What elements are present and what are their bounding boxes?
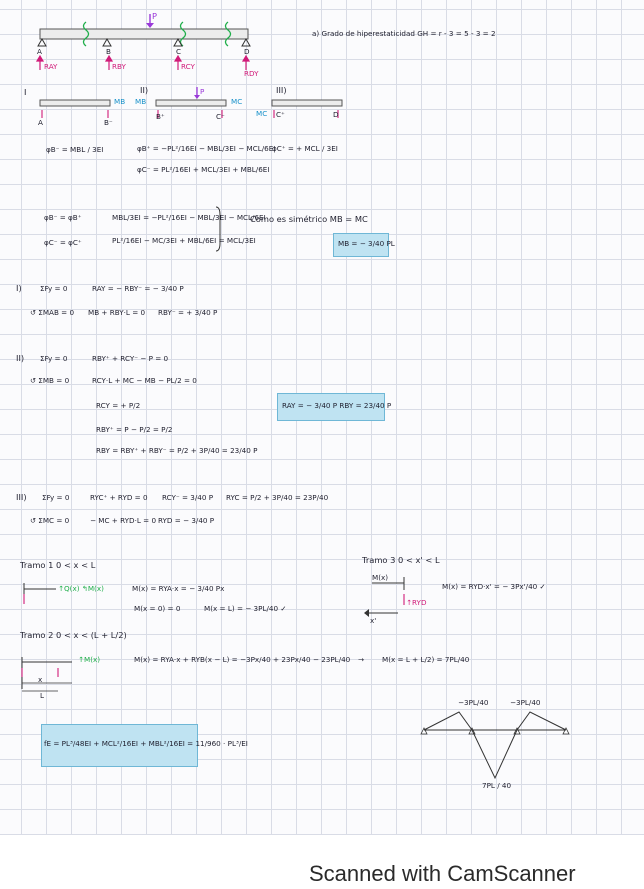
part1-eq-label: I) [16,283,22,293]
part2-c: C⁻ [216,112,225,121]
phi-c-minus: φC⁻ = PL²/16EI + MCL/3EI + MBL/6EI [137,165,270,174]
part3-fy: ΣFy = 0 [42,493,70,502]
part3-moment: MC [256,109,268,118]
tramo2-arrow: → [358,655,365,664]
support-b [103,39,111,46]
tramo2-title: Tramo 2 0 < x < (L + L/2) [20,630,127,640]
tramo2-x: x [38,675,43,684]
reaction-label-a: RAY [44,62,58,71]
part2-rby-plus: RBY⁺ = P − P/2 = P/2 [96,425,173,434]
support-label-d: D [244,47,250,56]
main-beam [40,29,248,39]
part2-fy-eq: RBY⁺ + RCY⁻ − P = 0 [92,354,169,363]
part3-mom: ↺ ΣMC = 0 [30,516,70,525]
beam-part-1 [40,100,110,106]
tramo3-title: Tramo 3 0 < x' < L [362,555,440,565]
part-label-3: III) [276,85,287,95]
part1-moment: MB [114,97,126,106]
part3-rcy: RCY⁻ = 3/40 P [162,493,214,502]
part2-mom-eq: RCY·L + MC − MB − PL/2 = 0 [92,376,197,385]
part1-rby: RBY⁻ = + 3/40 P [158,308,218,317]
phi-b-plus: φB⁺ = −PL²/16EI − MBL/3EI − MCL/6EI [137,144,276,153]
phi-c-plus: φC⁺ = + MCL / 3EI [272,144,338,153]
part3-fy-eq: RYC⁺ + RYD = 0 [90,493,148,502]
tramo3-mlabel: M(x) [372,573,389,582]
support-label-b: B [106,47,111,56]
support-d [242,39,250,46]
tramo3-moment: M(x) = RYD·x' = − 3Px'/40 ✓ [442,582,546,591]
beam-part-2 [156,100,226,106]
part1-mom-eq: MB + RBY·L = 0 [88,308,146,317]
load-label: P [152,11,158,21]
tramo2-moment: M(x) = RYA·x + RYB(x − L) = −3Px/40 + 23Px/40 − 23PL/40 [134,655,351,664]
compat-eq1-left: φB⁻ = φB⁺ [44,213,82,222]
support-label-a: A [37,47,42,56]
part3-c: C⁺ [276,110,285,119]
part2-eq-label: II) [16,353,25,363]
part3-mom-eq: − MC + RYD·L = 0 [90,516,157,525]
diagram-label-right: −3PL/40 [510,698,541,707]
tramo3-rlabel: ↑RYD [406,598,427,607]
reaction-label-d: RDY [244,69,259,78]
symmetric-note: Como es simétrico MB = MC [250,214,368,224]
compat-eq1: MBL/3EI = −PL²/16EI − MBL/3EI − MCL/6EI [112,213,266,222]
compat-eq2: PL²/16EI − MC/3EI + MBL/6EI = MCL/3EI [112,236,256,245]
scanner-watermark: Scanned with CamScanner [309,861,576,886]
part2-moment-b: MB [135,97,147,106]
part2-rby: RBY = RBY⁺ + RBY⁻ = P/2 + 3P/40 = 23/40 P [96,446,258,455]
tramo1-title: Tramo 1 0 < x < L [20,560,96,570]
part3-d: D [333,110,339,119]
support-label-c: C [176,47,182,56]
tramo2-result: M(x = L + L/2) = 7PL/40 [382,655,470,664]
part1-mom: ↺ ΣMAB = 0 [30,308,75,317]
reaction-label-c: RCY [181,62,195,71]
part2-fy: ΣFy = 0 [40,354,68,363]
phi-b-minus: φB⁻ = MBL / 3EI [46,145,104,154]
part1-ray: RAY = − RBY⁻ = − 3/40 P [92,284,184,293]
diagram-label-left: −3PL/40 [458,698,489,707]
part3-ryd: RYD = − 3/40 P [158,516,215,525]
tramo1-mL: M(x = L) = − 3PL/40 ✓ [204,604,287,613]
part2-mom: ↺ ΣMB = 0 [30,376,70,385]
compat-eq2-left: φC⁻ = φC⁺ [44,238,82,247]
moment-diagram-curve [424,712,566,778]
beam-part-3 [272,100,342,106]
tramo1-moment: M(x) = RYA·x = − 3/40 Px [132,584,225,593]
reaction-label-b: RBY [112,62,126,71]
tramo2-mlabel: ↑M(x) [78,655,101,664]
part1-fy: ΣFy = 0 [40,284,68,293]
diagram-label-bottom: 7PL / 40 [482,781,512,790]
reactions-result: RAY = − 3/40 P RBY = 23/40 P [282,401,392,410]
part1-b: B⁻ [104,118,113,127]
part2-b: B⁺ [156,112,165,121]
part1-a: A [38,118,43,127]
part2-load: P [200,87,205,96]
part2-rcy: RCY = + P/2 [96,401,141,410]
tramo3-xlabel: x' [370,616,377,625]
deflection-formula: fE = PL³/48EI + MCL²/16EI + MBL²/16EI = 11/960 · PL³/EI [44,739,248,748]
hyperstatic-degree: a) Grado de hiperestaticidad GH = r - 3 = 5 - 3 = 2 [312,29,496,38]
tramo1-labels: ↑Q(x) ↰M(x) [58,584,104,593]
part3-ryc: RYC = P/2 + 3P/40 = 23P/40 [226,493,329,502]
part-label-1: I [24,87,27,97]
part3-eq-label: III) [16,492,27,502]
support-a [38,39,46,46]
part2-moment-c: MC [231,97,243,106]
tramo1-m0: M(x = 0) = 0 [134,604,181,613]
mb-result: MB = − 3/40 PL [338,239,395,248]
tramo2-l: L [40,691,45,700]
part-label-2: II) [140,85,149,95]
